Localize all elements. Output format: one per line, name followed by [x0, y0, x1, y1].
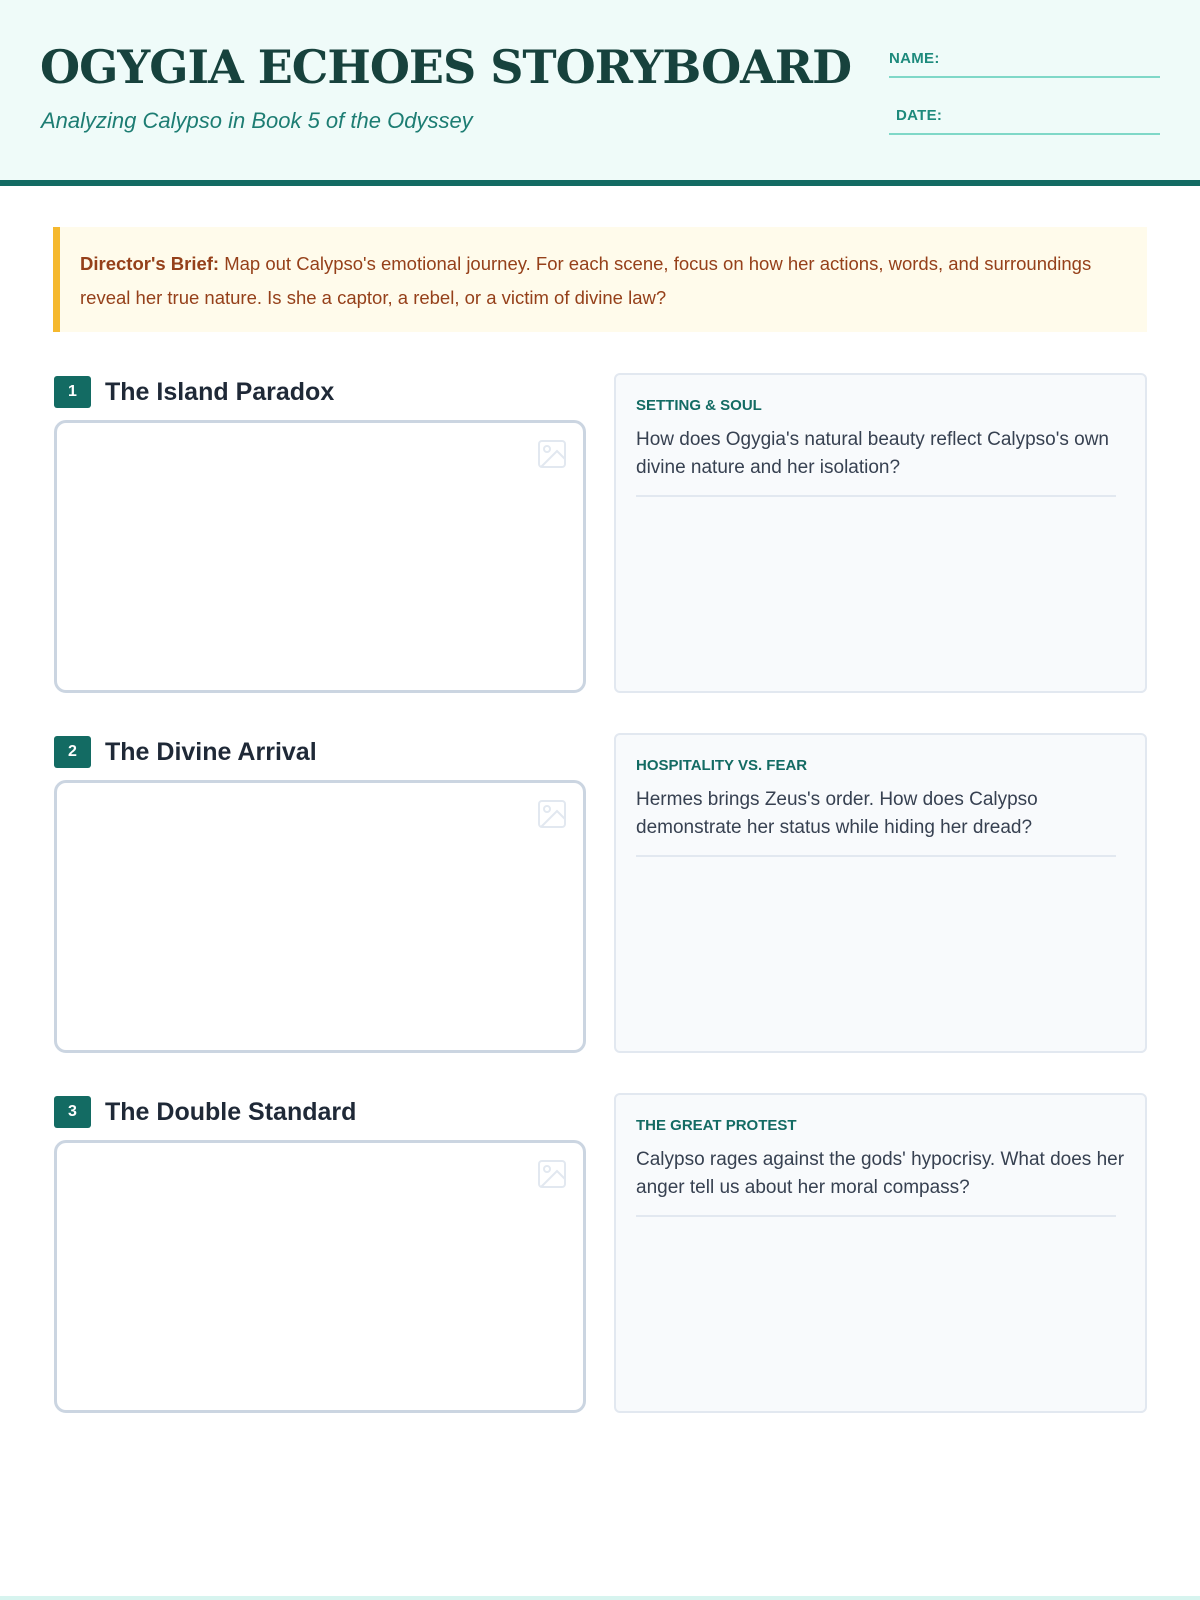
notes-panel[interactable]	[614, 373, 1147, 693]
scene-2	[54, 736, 1147, 1056]
directors-brief	[53, 227, 1147, 332]
notes-question: How does Ogygia's natural beauty reflect Calypso's own divine nature and her isolation?	[636, 429, 1109, 478]
bottom-accent-bar	[0, 1596, 1200, 1600]
scene-title: The Double Standard	[105, 1098, 357, 1126]
name-label: NAME:	[889, 50, 940, 67]
name-field[interactable]	[889, 50, 1160, 78]
page-header	[0, 0, 1200, 186]
sketch-frame[interactable]	[54, 780, 586, 1053]
notes-question: Calypso rages against the gods' hypocrisy. What does her anger tell us about her moral compass?	[636, 1149, 1125, 1198]
page-title: OGYGIA ECHOES STORYBOARD	[40, 40, 851, 94]
divider	[636, 855, 1116, 857]
notes-label: HOSPITALITY VS. FEAR	[636, 757, 808, 774]
scene-3	[54, 1096, 1147, 1416]
notes-question: Hermes brings Zeus's order. How does Calypso demonstrate her status while hiding her dread?	[636, 789, 1038, 838]
notes-panel[interactable]	[614, 1093, 1147, 1413]
divider	[636, 495, 1116, 497]
scene-number-badge: 1	[54, 376, 91, 408]
notes-panel[interactable]	[614, 733, 1147, 1053]
scene-title: The Divine Arrival	[105, 738, 317, 766]
image-placeholder-icon	[537, 439, 567, 469]
date-label: DATE:	[896, 107, 943, 124]
scene-number-badge: 3	[54, 1096, 91, 1128]
notes-label: THE GREAT PROTEST	[636, 1117, 797, 1134]
brief-text: Map out Calypso's emotional journey. For each scene, focus on how her actions, words, and surroundings reveal her true nature. Is she a captor, a rebel, or a victim of divine law?	[80, 253, 1092, 308]
page-subtitle: Analyzing Calypso in Book 5 of the Odyssey	[41, 108, 473, 133]
date-field[interactable]	[889, 107, 1160, 135]
scene-title: The Island Paradox	[105, 378, 335, 406]
sketch-frame[interactable]	[54, 1140, 586, 1413]
divider	[636, 1215, 1116, 1217]
notes-label: SETTING & SOUL	[636, 397, 762, 414]
image-placeholder-icon	[537, 1159, 567, 1189]
scene-1	[54, 376, 1147, 696]
brief-label: Director's Brief:	[80, 253, 220, 274]
sketch-frame[interactable]	[54, 420, 586, 693]
scene-number-badge: 2	[54, 736, 91, 768]
image-placeholder-icon	[537, 799, 567, 829]
